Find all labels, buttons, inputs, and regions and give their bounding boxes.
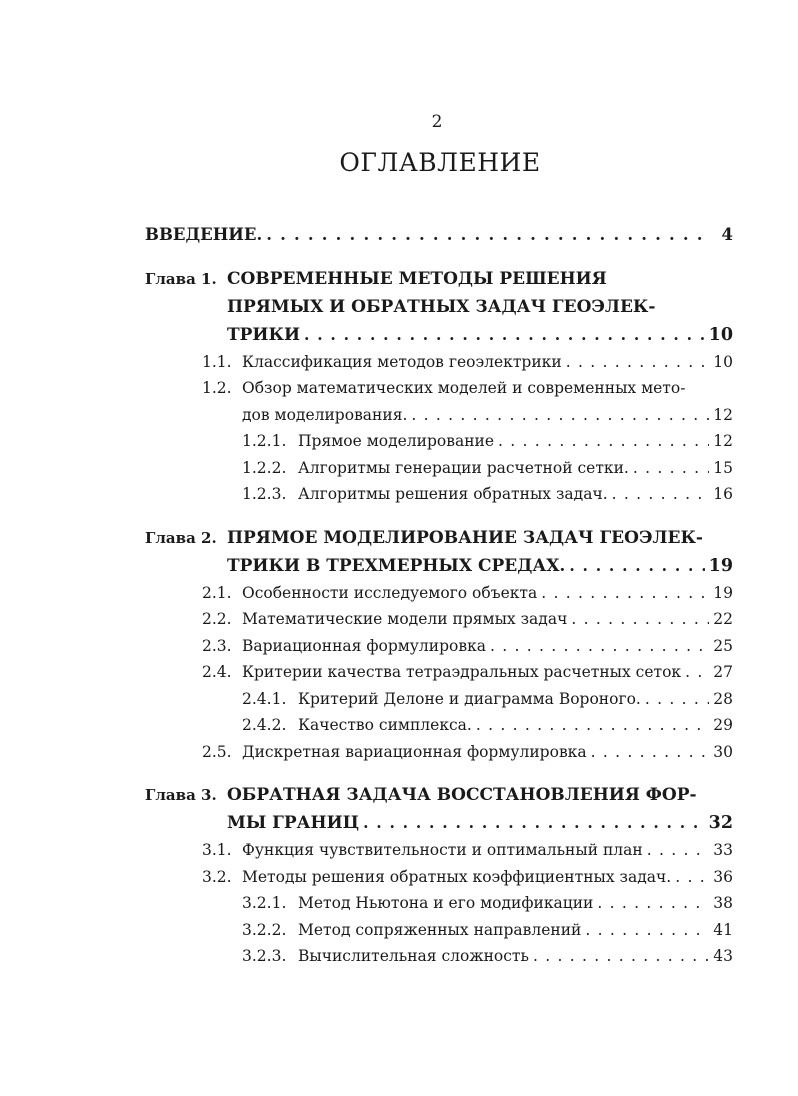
leader-dots [304,321,705,349]
chapter-title-continuation[interactable] [145,809,733,837]
toc-subsection[interactable] [145,890,733,917]
chapter-title-line: ПРЯМЫХ И ОБРАТНЫХ ЗАДАЧ ГЕОЭЛЕК- [227,296,656,317]
section-number: 1.2. [202,379,232,397]
chapter-heading-line[interactable] [145,781,733,809]
chapter-title-continuation[interactable] [145,321,733,349]
section-number: 1.1. [202,352,232,371]
leader-dots [645,686,709,713]
toc-page-number: 22 [713,610,733,628]
leader-dots [647,837,709,864]
leader-dots [597,890,709,917]
section-title: Классификация методов геоэлектрики [242,352,562,371]
leader-dots [571,606,709,633]
chapter-title-line: ПРЯМОЕ МОДЕЛИРОВАНИЕ ЗАДАЧ ГЕОЭЛЕК- [227,527,703,548]
toc-subsection-1-2-1[interactable] [145,428,733,455]
leader-dots [569,552,704,580]
toc-section[interactable] [145,633,733,660]
subsection-number: 1.2.1. [242,432,287,450]
toc-page-number: 12 [713,432,733,450]
toc-subsection[interactable] [145,943,733,970]
leader-dots [363,809,705,837]
toc-page-number: 4 [721,225,733,244]
leader-dots [566,349,709,376]
subsection-number: 2.4.1. [242,689,287,708]
chapter-2-entries [145,580,733,766]
toc-section[interactable] [145,864,733,891]
toc-section[interactable] [145,739,733,766]
section-number: 2.1. [202,583,232,602]
leader-dots [591,739,709,766]
section-number: 2.2. [202,610,232,628]
section-title: Функция чувствительности и оптимальный план [242,841,643,859]
subsection-title: Критерий Делоне и диаграмма Вороного. [298,689,641,708]
chapter-title-line: ТРИКИ В ТРЕХМЕРНЫХ СРЕДАХ. [227,555,566,576]
toc-page-number: 41 [713,920,733,939]
leader-dots [585,917,709,944]
toc-chapter-2 [145,524,733,766]
chapter-title-continuation [145,293,733,321]
leader-dots [633,455,709,482]
subsection-title: Метод сопряженных направлений [298,920,582,939]
toc-page-number: 33 [713,841,733,859]
leader-dots [498,428,709,455]
toc-page-number: 30 [713,742,733,761]
toc-section-1-2-continuation[interactable] [145,402,733,429]
section-title: Математические модели прямых задач [242,610,568,628]
chapter-3-entries [145,837,733,970]
section-title: Обзор математических моделей и современных мето- [242,379,686,397]
section-title: Критерии качества тетраэдральных расчетных сеток [242,663,682,681]
subsection-title: Алгоритмы решения обратных задач. [298,485,608,503]
leader-dots [541,580,709,607]
table-of-contents [145,222,733,970]
chapter-title-line: СОВРЕМЕННЫЕ МЕТОДЫ РЕШЕНИЯ [227,268,607,289]
chapter-heading-line[interactable] [145,265,733,293]
toc-section[interactable] [145,837,733,864]
leader-dots [612,481,709,508]
toc-page-number: 19 [708,555,733,576]
toc-subsection[interactable] [145,712,733,739]
toc-page-number: 10 [713,352,733,371]
toc-page-number: 10 [708,324,733,345]
section-number: 3.1. [202,841,232,859]
toc-section[interactable] [145,606,733,633]
toc-page-number: 32 [708,813,733,833]
leader-dots [685,659,709,686]
toc-page-number: 16 [713,485,733,503]
toc-entry-introduction[interactable] [145,222,733,249]
toc-page-number: 29 [713,716,733,734]
toc-section-1-2[interactable] [145,375,733,402]
subsection-number: 3.2.3. [242,947,287,965]
section-number: 2.5. [202,742,232,761]
subsection-title: Прямое моделирование [298,432,495,450]
section-number: 3.2. [202,867,232,886]
toc-subsection[interactable] [145,917,733,944]
section-title: Особенности исследуемого объекта [242,583,538,602]
page-number: 2 [431,112,443,132]
toc-section[interactable] [145,659,733,686]
toc-subsection[interactable] [145,686,733,713]
subsection-number: 3.2.1. [242,894,287,912]
toc-section-1-1[interactable] [145,349,733,376]
subsection-title: Алгоритмы генерации расчетной сетки. [298,458,629,477]
leader-dots [476,712,709,739]
toc-subsection-1-2-2[interactable] [145,455,733,482]
subsection-number: 1.2.3. [242,485,287,503]
section-title: Дискретная вариационная формулировка [242,742,587,761]
toc-page-number: 25 [713,636,733,655]
toc-title: ОГЛАВЛЕНИЕ [339,148,541,177]
chapter-label: Глава 1. [145,269,217,288]
subsection-number: 1.2.2. [242,458,287,477]
toc-section[interactable] [145,580,733,607]
chapter-heading-line[interactable] [145,524,733,552]
subsection-number: 3.2.2. [242,920,287,939]
toc-entry-title: ВВЕДЕНИЕ. [145,225,263,244]
toc-page-number: 28 [713,689,733,708]
toc-page-number: 15 [713,458,733,477]
toc-page-number: 27 [713,663,733,681]
chapter-title-line: МЫ ГРАНИЦ [227,813,360,833]
subsection-number: 2.4.2. [242,716,287,734]
toc-page-number: 38 [713,894,733,912]
toc-page-number: 36 [713,867,733,886]
section-number: 2.4. [202,663,232,681]
leader-dots [533,943,709,970]
chapter-title-line: ТРИКИ [227,324,301,345]
section-number: 2.3. [202,636,232,655]
toc-page-number: 43 [713,947,733,965]
subsection-title: Метод Ньютона и его модификации [298,894,594,912]
section-title: Вариационная формулировка [242,636,487,655]
section-title: Методы решения обратных коэффициентных задач. [242,867,672,886]
toc-subsection-1-2-3[interactable] [145,481,733,508]
subsection-title: Качество симплекса. [298,716,472,734]
chapter-title-continuation[interactable] [145,552,733,580]
leader-dots [490,633,709,660]
chapter-label: Глава 2. [145,528,217,547]
leader-dots [266,222,709,249]
toc-chapter-1 [145,265,733,508]
leader-dots [411,402,709,429]
leader-dots [675,864,709,891]
chapter-title-line: ОБРАТНАЯ ЗАДАЧА ВОССТАНОВЛЕНИЯ ФОР- [227,785,697,805]
subsection-title: Вычислительная сложность [298,947,529,965]
chapter-label: Глава 3. [145,786,217,804]
section-title: дов моделирования. [242,405,408,424]
toc-page-number: 19 [713,583,733,602]
toc-page-number: 12 [713,405,733,424]
toc-chapter-3 [145,781,733,970]
